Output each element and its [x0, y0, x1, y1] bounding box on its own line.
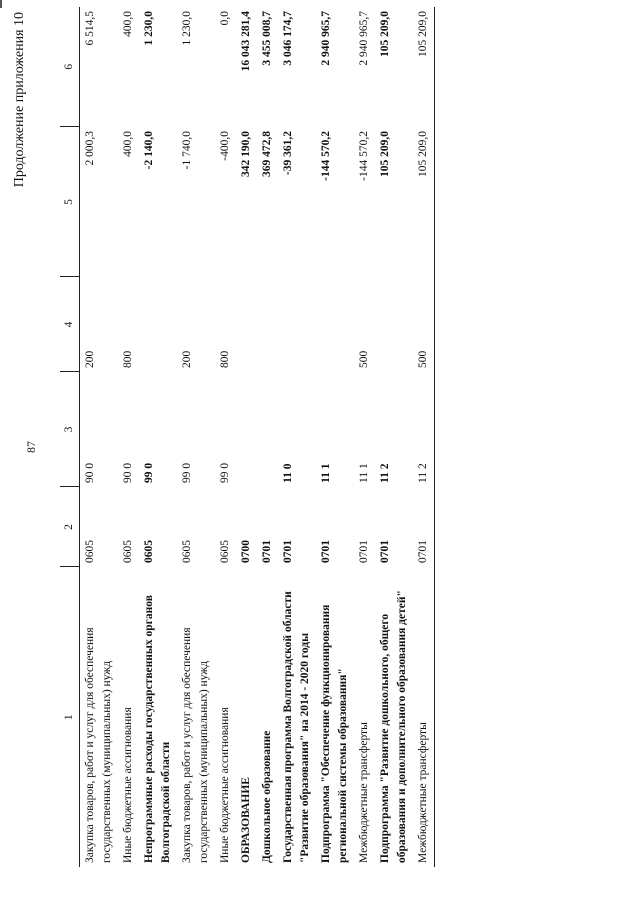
cell-section-code: 0701 [282, 540, 294, 563]
cell-target-article: 99 0 [143, 462, 155, 483]
cell-section-code: 0701 [379, 540, 391, 563]
cell-change-amount: 400,0 [122, 131, 134, 157]
cell-expense-type: 200 [181, 350, 193, 368]
cell-total-amount: 400,0 [122, 11, 134, 37]
cell-name: Закупка товаров, работ и услуг для обеспечения государственных (муниципальных) нужд [84, 627, 113, 863]
cell-name: Непрограммные расходы государственных органов Волгоградской области [143, 595, 172, 863]
cell-total-amount: 16 043 281,4 [240, 11, 252, 72]
table-body [80, 7, 435, 867]
cell-total-amount: 0,0 [219, 11, 231, 26]
cell-section-code: 0701 [320, 540, 332, 563]
cell-change-amount: 342 190,0 [240, 131, 252, 177]
cell-section-code: 0605 [219, 540, 231, 563]
cell-change-amount: 105 209,0 [379, 131, 391, 177]
header-row [60, 7, 80, 867]
table-row [375, 7, 413, 867]
table-row [139, 7, 177, 867]
cell-target-article: 11 2 [413, 372, 435, 487]
cell-name: Межбюджетные трансферты [413, 567, 435, 867]
cell-target-article: 90 0 [122, 462, 134, 483]
cell-name: Межбюджетные трансферты [358, 722, 370, 863]
cell-change-amount: -400,0 [219, 131, 231, 161]
corner-mark [0, 0, 2, 8]
table-row [177, 7, 215, 867]
cell-section-code: 0701 [261, 540, 273, 563]
cell-change-amount: -39 361,2 [282, 131, 294, 176]
cell-target-article: 11 0 [282, 463, 294, 483]
cell-name: Закупка товаров, работ и услуг для обеспечения государственных (муниципальных) нужд [181, 627, 210, 863]
table-row [316, 7, 354, 867]
cell-section-code: 0605 [122, 540, 134, 563]
table-header [60, 7, 80, 867]
cell-name: Дошкольное образование [261, 730, 273, 863]
cell-name: Иные бюджетные ассигнования [122, 707, 134, 863]
cell-name: Подпрограмма "Развитие дошкольного, общего образования и дополнительного образования детей" [379, 590, 408, 863]
cell-total-amount: 1 230,0 [181, 11, 193, 46]
cell-section-code: 0605 [84, 540, 96, 563]
appendix-heading: Продолжение приложения 10 [12, 12, 27, 188]
cell-target-article: 11 1 [320, 463, 332, 483]
cell-total-amount: 6 514,5 [84, 11, 96, 46]
cell-expense-type [375, 277, 413, 372]
table-row [80, 7, 119, 867]
cell-target-article: 99 0 [219, 462, 231, 483]
table-row [413, 7, 435, 867]
cell-expense-type: 800 [122, 350, 134, 368]
cell-change-amount: 369 472,8 [261, 131, 273, 177]
cell-target-article: 90 0 [84, 462, 96, 483]
cell-name: Государственная программа Волгоградской области "Развитие образования" на 2014 - 2020 годы [282, 591, 311, 863]
cell-total-amount: 105 209,0 [379, 11, 391, 57]
table-row [257, 7, 278, 867]
cell-total-amount: 2 940 965,7 [320, 11, 332, 66]
cell-expense-type [139, 277, 177, 372]
cell-section-code: 0605 [181, 540, 193, 563]
cell-target-article [257, 372, 278, 487]
cell-expense-type [278, 277, 316, 372]
table-row [354, 7, 375, 867]
cell-expense-type: 500 [358, 350, 370, 368]
budget-table [60, 7, 435, 867]
cell-name: Иные бюджетные ассигнования [219, 707, 231, 863]
cell-expense-type [316, 277, 354, 372]
cell-section-code: 0701 [358, 540, 370, 563]
cell-expense-type [257, 277, 278, 372]
cell-change-amount: 2 000,3 [84, 131, 96, 166]
cell-target-article: 11 1 [358, 463, 370, 483]
cell-expense-type: 500 [413, 277, 435, 372]
cell-total-amount: 1 230,0 [143, 11, 155, 46]
cell-change-amount: -1 740,0 [181, 131, 193, 170]
col-header-5: 5 [60, 127, 80, 277]
cell-total-amount: 3 046 174,7 [282, 11, 294, 66]
cell-target-article: 99 0 [181, 462, 193, 483]
col-header-2: 2 [60, 487, 80, 567]
cell-name: Подпрограмма "Обеспечение функционирования региональной системы образования" [320, 604, 349, 863]
cell-change-amount: -144 570,2 [320, 131, 332, 181]
cell-section-code: 0701 [413, 487, 435, 567]
cell-expense-type: 200 [84, 350, 96, 368]
cell-section-code: 0700 [240, 540, 252, 563]
table-row [278, 7, 316, 867]
cell-total-amount: 2 940 965,7 [358, 11, 370, 66]
cell-target-article [236, 372, 257, 487]
cell-total-amount: 105 209,0 [413, 7, 435, 127]
cell-section-code: 0605 [143, 540, 155, 563]
col-header-1: 1 [60, 567, 80, 867]
col-header-4: 4 [60, 277, 80, 372]
cell-expense-type [236, 277, 257, 372]
page-number: 87 [24, 441, 38, 453]
table-row [118, 7, 139, 867]
cell-total-amount: 3 455 008,7 [261, 11, 273, 66]
cell-name: ОБРАЗОВАНИЕ [240, 777, 252, 863]
table-row [215, 7, 236, 867]
cell-target-article: 11 2 [379, 463, 391, 483]
cell-change-amount: 105 209,0 [413, 127, 435, 277]
col-header-3: 3 [60, 372, 80, 487]
table-row [236, 7, 257, 867]
cell-change-amount: -144 570,2 [358, 131, 370, 181]
cell-expense-type: 800 [219, 350, 231, 368]
cell-change-amount: -2 140,0 [143, 131, 155, 170]
col-header-6: 6 [60, 7, 80, 127]
